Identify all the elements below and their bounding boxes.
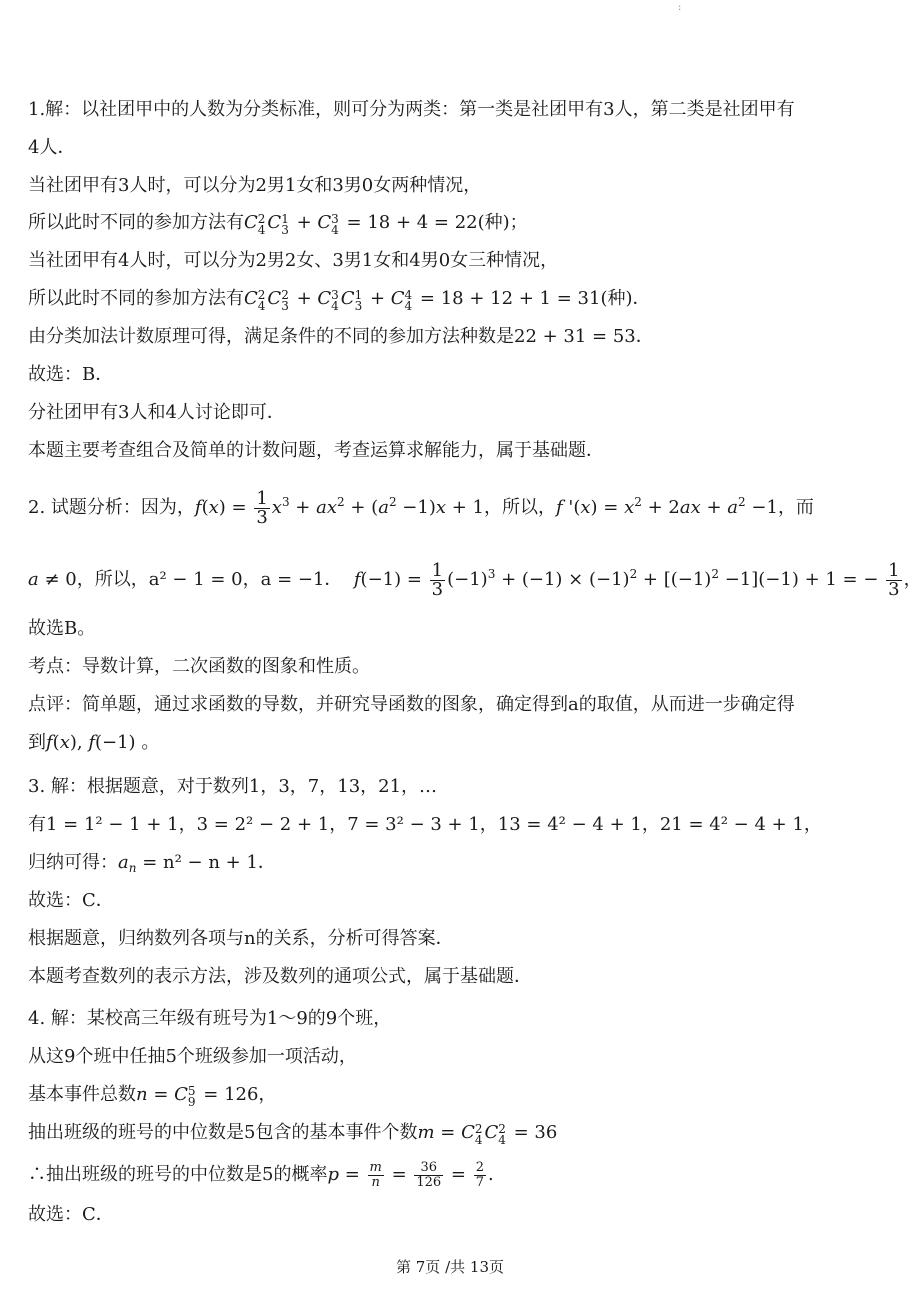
combination-expr-2: C 2 4 C 2 3 + C 3 4 C 1 3 + C 4 4 [244,288,413,313]
p1-line7: 由分类加法计数原理可得，满足条件的不同的参加方法种数是22 + 31 = 53． [28,326,654,347]
p4-line4: 抽出班级的班号的中位数是5包含的基本事件个数m = C 2 4 C 2 4 = 36 [28,1122,558,1147]
combination-expr-1: C 2 4 C 1 3 + C 3 4 [244,212,339,237]
p3-line6: 本题考查数列的表示方法，涉及数列的通项公式，属于基础题． [28,966,532,987]
p1-line5: 当社团甲有4人时，可以分为2男2女、3男1女和4男0女三种情况， [28,250,559,271]
p1-line9: 分社团甲有3人和4人讨论即可． [28,402,285,423]
p1-line6: 所以此时不同的参加方法有C 2 4 C 2 3 + C 3 4 C 1 3 + C 4 4 = 18 + 12 + 1 = 31(种)． [28,288,651,313]
p2-line1: 2. 试题分析：因为，f(x) = $\frac{1}{3}$ $x^3 + ax^2 + (a^2 -1)x + 1$，所以，f '$(x) = x^2 + 2ax + a^2 -1$，而 [28,487,814,528]
p1-line3: 当社团甲有3人时，可以分为2男1女和3男0女两种情况， [28,175,482,196]
p4-line1: 4. 解：某校高三年级有班号为1～9的9个班， [28,1008,392,1029]
p4-line3: 基本事件总数n = C 5 9 = 126， [28,1084,277,1109]
p1-line4: 所以此时不同的参加方法有C 2 4 C 1 3 + C 3 4 = 18 + 4 = 22(种)； [28,212,528,237]
p3-line4: 故选：C． [28,890,114,911]
p1-line1: 1.解：以社团甲中的人数为分类标准，则可分为两类：第一类是社团甲有3人，第二类是社团甲有 [28,99,795,120]
p1-line2: 4人． [28,137,76,158]
page-footer: 第 7页 /共 13页 [396,1258,504,1276]
p1-line8: 故选：B． [28,364,114,385]
p3-line2: 有1 = 1² − 1 + 1，3 = 2² − 2 + 1，7 = 3² − 3 + 1，13 = 4² − 4 + 1，21 = 4² − 4 + 1， [28,814,822,835]
fraction-one-third: $\frac{1}{3}$ [256,487,268,528]
derivative-def: f '$(x) = x^2 + 2ax + a^2 -1$ [556,495,778,518]
p2-line5: 点评：简单题，通过求函数的导数，并研究导函数的图象，确定得到a的取值，从而进一步确定得 [28,694,795,715]
probability-expr: p = $\frac{m}{n}$ = $\frac{36}{126}$ = $\frac{2}{7}$ . [327,1159,494,1190]
p1-line10: 本题主要考查组合及简单的计数问题，考查运算求解能力，属于基础题． [28,440,604,461]
p3-line5: 根据题意，归纳数列各项与n的关系，分析可得答案． [28,928,454,949]
a-n-term: $a_n$ [118,852,137,875]
p2-line3: 故选B。 [28,618,96,639]
m-combination: m = C 2 4 C 2 4 [417,1122,506,1147]
p2-line2: a ≠ 0，所以，a² − 1 = 0，a = −1． f(−1) = $\frac{1}{3}$ $(-1)^3 + (-1) \times (-1)^2 + [(-1)^2 -1](-1) + 1$ = − $\frac{1}{3}$ ， [28,559,922,600]
function-def: f [194,497,202,518]
a-nonzero: a ≠ 0 [28,569,77,590]
p4-line2: 从这9个班中任抽5个班级参加一项活动， [28,1046,357,1067]
corner-mark: : [678,2,682,13]
p4-line5: ∴抽出班级的班号的中位数是5的概率p = $\frac{m}{n}$ = $\frac{36}{126}$ = $\frac{2}{7}$ . [28,1159,494,1190]
p2-line4: 考点：导数计算，二次函数的图象和性质。 [28,656,370,677]
p3-line1: 3. 解：根据题意，对于数列1，3，7，13，21，… [28,776,438,797]
p2-line6: 到f(x), f(−1) 。 [28,732,160,753]
f-neg1-eval: f(−1) = $\frac{1}{3}$ $(-1)^3 + (-1) \times (-1)^2 + [(-1)^2 -1](-1) + 1$ = − $\frac{1}{3}$ ， [353,559,922,600]
f-x-f-neg1: f(x), f(−1) [46,732,136,753]
p4-line6: 故选：C． [28,1204,114,1225]
n-combination: n = C 5 9 [136,1084,196,1109]
p3-line3: 归纳可得：$a_n = n^2 - n + 1$． [28,852,276,875]
